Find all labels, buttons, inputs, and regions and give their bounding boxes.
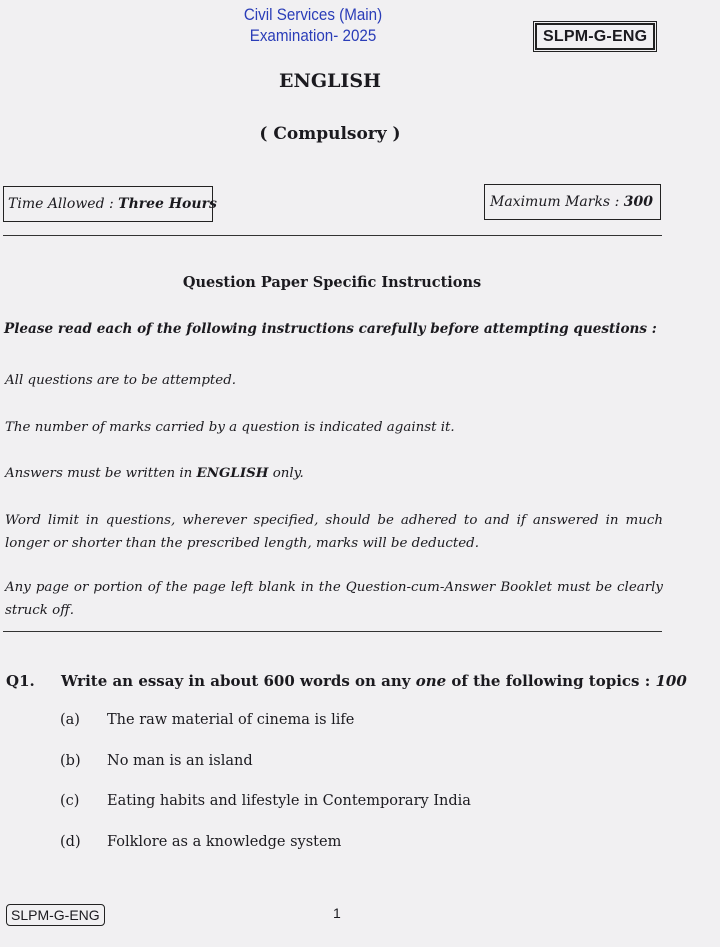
instruction-4: Word limit in questions, wherever specified, should be adhered to and if answered in much longer or shorter than the prescribed length, marks will be deducted. bbox=[5, 513, 663, 551]
instruction-3-before: Answers must be written in bbox=[5, 466, 197, 481]
topic-label: (b) bbox=[60, 753, 81, 769]
maximum-marks-label: Maximum Marks : bbox=[490, 194, 624, 210]
time-allowed-value: Three Hours bbox=[118, 196, 217, 212]
question-text-after: of the following topics : bbox=[446, 672, 656, 690]
paper-title: ENGLISH bbox=[279, 70, 381, 92]
topic-item bbox=[60, 793, 471, 809]
topic-label: (c) bbox=[60, 793, 80, 809]
maximum-marks-box bbox=[484, 184, 661, 220]
instruction-3-after: only. bbox=[268, 466, 304, 481]
topic-text: Folklore as a knowledge system bbox=[107, 834, 342, 850]
instructions-intro: Please read each of the following instructions carefully before attempting questions : bbox=[4, 321, 657, 337]
topic-item bbox=[60, 712, 354, 728]
question-marks: 100 bbox=[655, 672, 687, 690]
instruction-3-emphasis: ENGLISH bbox=[196, 465, 269, 481]
time-allowed-label: Time Allowed : bbox=[8, 196, 119, 212]
question-text-emphasis: one bbox=[415, 672, 447, 690]
topic-label: (d) bbox=[60, 834, 81, 850]
instruction-1: All questions are to be attempted. bbox=[5, 373, 237, 388]
topic-label: (a) bbox=[60, 712, 80, 728]
topic-text: Eating habits and lifestyle in Contemporary India bbox=[107, 793, 471, 809]
instruction-2: The number of marks carried by a question is indicated against it. bbox=[5, 420, 455, 435]
stamp-line-2: Examination- 2025 bbox=[249, 27, 377, 45]
topic-text: The raw material of cinema is life bbox=[107, 712, 355, 728]
instruction-3 bbox=[5, 462, 663, 485]
topic-item bbox=[60, 834, 341, 850]
topic-text: No man is an island bbox=[107, 753, 253, 769]
paper-subtitle: ( Compulsory ) bbox=[259, 124, 401, 144]
question-number: Q1. bbox=[6, 672, 35, 690]
maximum-marks-value: 300 bbox=[623, 194, 653, 210]
instruction-5: Any page or portion of the page left blank in the Question-cum-Answer Booklet must be clearly struck off. bbox=[5, 580, 663, 618]
paper-code-box: SLPM-G-ENG bbox=[535, 23, 655, 50]
instructions-heading: Question Paper Specific Instructions bbox=[182, 274, 482, 291]
stamp-line-1: Civil Services (Main) bbox=[243, 6, 383, 24]
footer-paper-code: SLPM-G-ENG bbox=[6, 904, 105, 926]
page-number: 1 bbox=[333, 905, 341, 921]
question-text bbox=[61, 672, 687, 690]
bottom-divider bbox=[3, 631, 662, 632]
question-text-before: Write an essay in about 600 words on any bbox=[61, 672, 416, 690]
time-allowed-box bbox=[3, 186, 217, 222]
top-divider bbox=[3, 235, 662, 236]
topic-item bbox=[60, 753, 253, 769]
exam-stamp bbox=[226, 5, 401, 47]
